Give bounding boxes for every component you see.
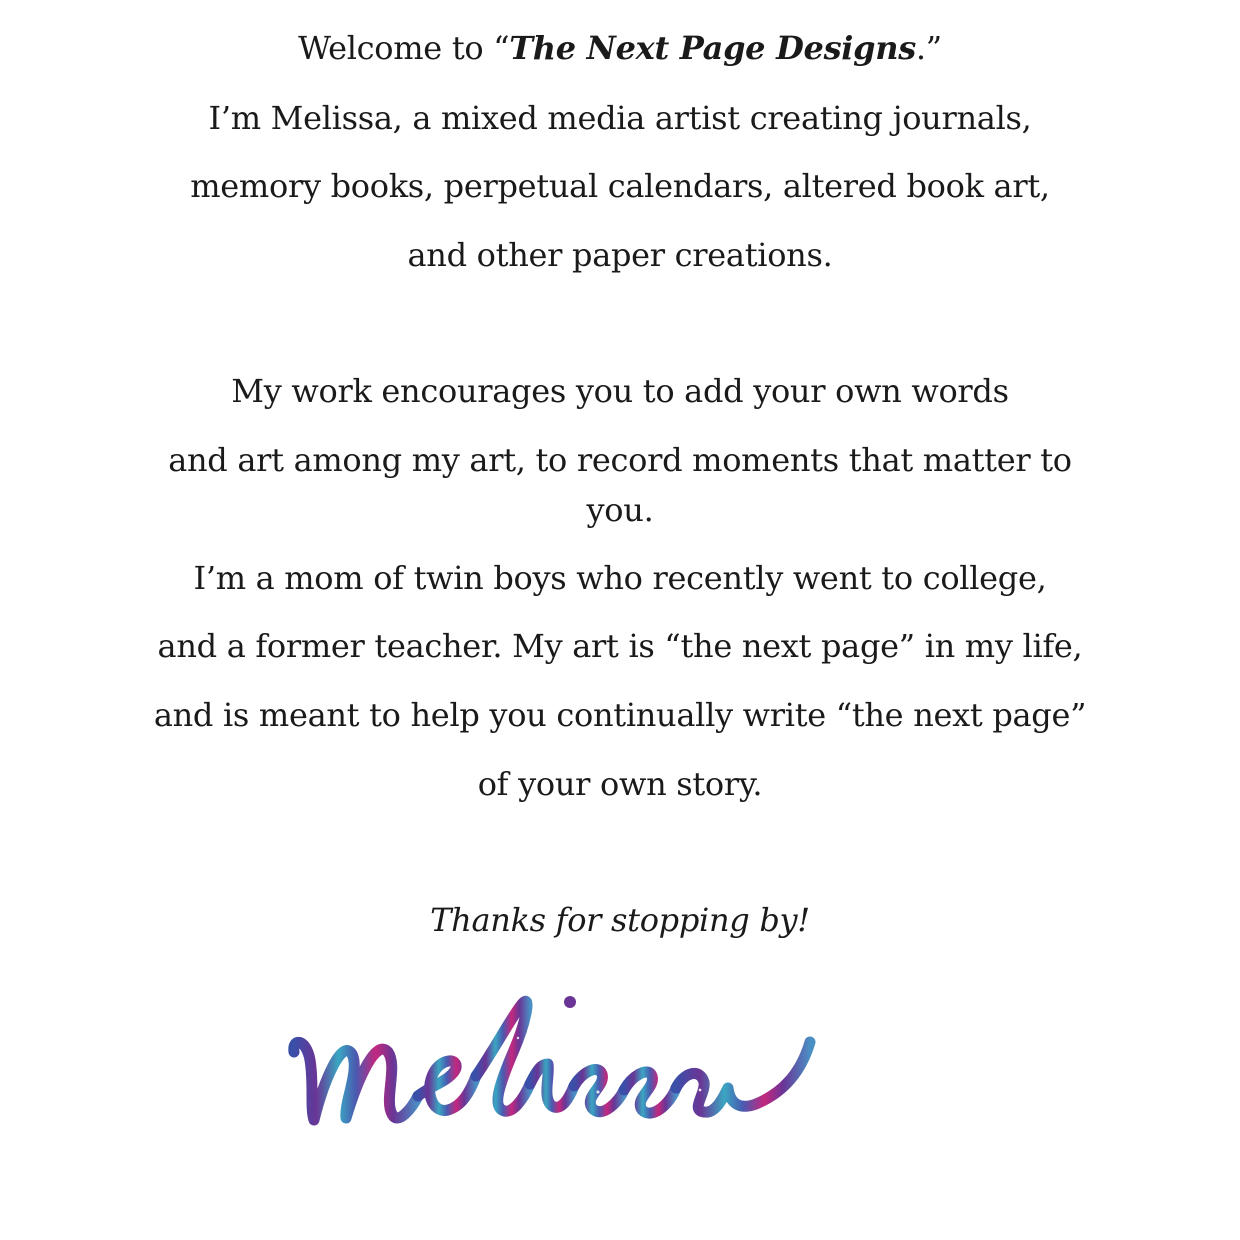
welcome-suffix: .” [915, 29, 942, 67]
about-line-3: and is meant to help you continually write “the next page” [153, 696, 1087, 734]
work-line-1: My work encourages you to add your own words [231, 372, 1009, 410]
about-line-2: and a former teacher. My art is “the next page” in my life, [157, 627, 1083, 665]
intro-line-2: I’m Melissa, a mixed media artist creating journals, [208, 99, 1032, 137]
work-line-2: and art among my art, to record moments that matter to [168, 441, 1072, 479]
welcome-prefix: Welcome to “ [298, 29, 510, 67]
intro-line-3: memory books, perpetual calendars, altered book art, [190, 167, 1050, 205]
about-line-4: of your own story. [477, 765, 763, 803]
thanks-line: Thanks for stopping by! [430, 901, 810, 939]
brand-name: The Next Page Designs [509, 29, 916, 67]
welcome-line [0, 28, 1240, 68]
about-line-1: I’m a mom of twin boys who recently went to college, [193, 559, 1047, 597]
work-line-3: you. [586, 491, 654, 529]
intro-line-4: and other paper creations. [407, 236, 833, 274]
signature-image [280, 980, 840, 1160]
